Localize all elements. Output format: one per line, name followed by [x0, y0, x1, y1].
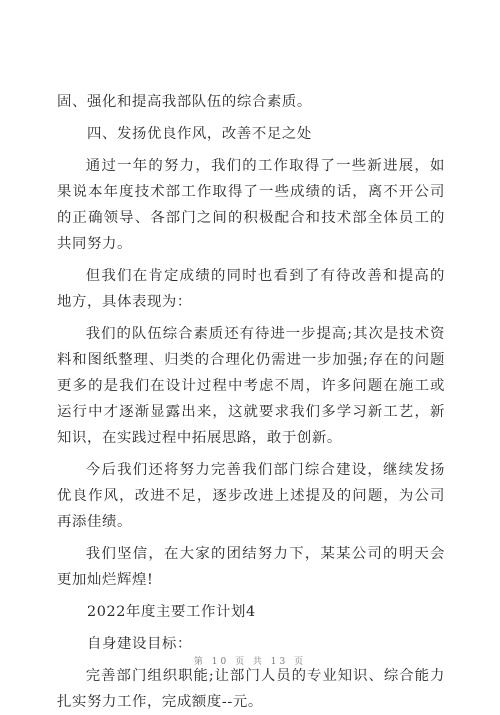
page-number-footer: 第 10 页 共 13 页: [193, 657, 307, 667]
paragraph-1: 固、强化和提高我部队伍的综合素质。: [57, 94, 312, 110]
paragraph-shortcomings-detail: 我们的队伍综合素质还有待进一步提高;其次是技术资料和图纸整理、归类的合理化仍需进一步加强;存在的问题更多的是我们在设计过程中考虑不周，许多问题在施工或运行中才逐渐显露出来，这就要求我们多学习新工艺，新知识，在实践过程中拓展思路，敢于创新。: [57, 326, 445, 446]
paragraph-achievements: 通过一年的努力，我们的工作取得了一些新进展，如果说本年度技术部工作取得了一些成绩的话，离不开公司的正确领导、各部门之间的积极配合和技术部全体员工的共同努力。: [57, 158, 445, 252]
self-building-goal-heading: 自身建设目标：: [87, 636, 192, 652]
paragraph-self-building-goal: 完善部门组织职能;让部门人员的专业知识、综合能力扎实努力工作，完成额度--元。: [57, 668, 445, 710]
paragraph-confidence: 我们坚信，在大家的团结努力下，某某公司的明天会更加灿烂辉煌!: [57, 546, 445, 588]
section-heading-4: 四、发扬优良作风，改善不足之处: [87, 126, 312, 142]
paragraph-future-plans: 今后我们还将努力完善我们部门综合建设，继续发扬优良作风，改进不足，逐步改进上述提及的问题，为公司再添佳绩。: [57, 462, 445, 530]
document-body: [57, 89, 445, 715]
paragraph-shortcomings-intro: 但我们在肯定成绩的同时也看到了有待改善和提高的地方，具体表现为：: [57, 268, 445, 310]
plan-title: 2022年度主要工作计划4: [87, 604, 256, 620]
